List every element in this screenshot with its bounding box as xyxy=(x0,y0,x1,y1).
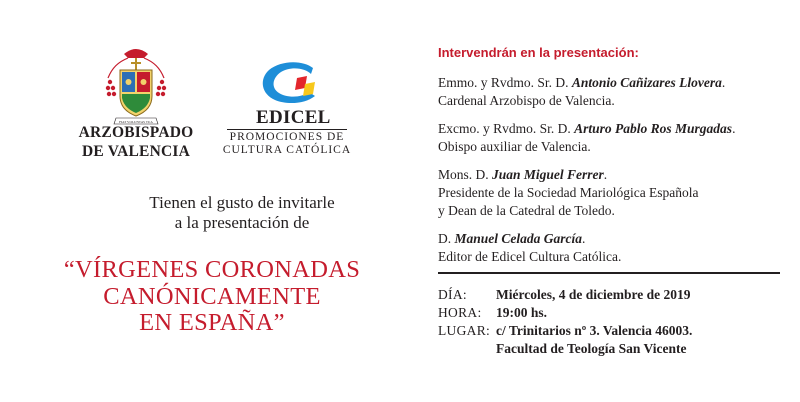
time-label: HORA: xyxy=(438,305,482,320)
edicel-subtitle-line2: CULTURA CATÓLICA xyxy=(222,144,352,156)
section-divider xyxy=(438,272,780,274)
book-title-line2: CANÓNICAMENTE xyxy=(103,282,321,310)
speaker-suffix: . xyxy=(582,231,586,246)
speaker-item xyxy=(438,120,790,156)
speaker-role: Cardenal Arzobispo de Valencia. xyxy=(438,93,615,108)
detail-row-place-2 xyxy=(438,340,790,358)
speakers-section xyxy=(438,44,790,276)
speaker-name: Manuel Celada García xyxy=(454,231,583,246)
invitation-line1: Tienen el gusto de invitarle xyxy=(149,193,335,212)
speakers-heading: Intervendrán en la presentación: xyxy=(438,45,639,60)
speaker-suffix: . xyxy=(721,75,726,90)
place-value-line2: Facultad de Teología San Vicente xyxy=(496,341,687,356)
speaker-name: Juan Miguel Ferrer xyxy=(492,167,604,182)
time-value: 19:00 hs. xyxy=(496,305,548,320)
book-title-line1: “VÍRGENES CORONADAS xyxy=(63,256,361,283)
place-label: LUGAR: xyxy=(438,323,491,338)
speaker-suffix: . xyxy=(732,121,736,136)
speaker-prefix: Emmo. y Rvdmo. Sr. D. xyxy=(438,75,572,90)
speaker-name: Antonio Cañizares Llovera xyxy=(571,75,722,90)
speaker-prefix: D. xyxy=(438,231,455,246)
place-label-spacer xyxy=(438,340,496,358)
speaker-prefix: Mons. D. xyxy=(438,167,493,182)
archdiocese-name-line2: DE VALENCIA xyxy=(81,143,190,160)
speaker-suffix: . xyxy=(603,167,608,182)
book-title-line3: EN ESPAÑA” xyxy=(139,309,285,336)
speaker-item xyxy=(438,74,790,110)
speaker-name: Arturo Pablo Ros Murgadas xyxy=(574,121,733,136)
detail-row-day xyxy=(438,286,790,304)
speaker-role: Presidente de la Sociedad Mariológica Española xyxy=(438,185,699,200)
edicel-name: EDICEL xyxy=(256,107,331,128)
speaker-prefix: Excmo. y Rvdmo. Sr. D. xyxy=(438,121,575,136)
edicel-rule xyxy=(227,129,347,130)
speaker-role-continued: y Dean de la Catedral de Toledo. xyxy=(438,203,615,218)
book-title xyxy=(32,257,392,337)
day-value: Miércoles, 4 de diciembre de 2019 xyxy=(496,287,691,302)
invitation-line2: a la presentación de xyxy=(174,213,310,232)
speaker-role: Obispo auxiliar de Valencia. xyxy=(438,139,591,154)
archdiocese-name-line1: ARZOBISPADO xyxy=(78,124,194,141)
edicel-subtitle xyxy=(216,131,358,157)
detail-row-time xyxy=(438,304,790,322)
edicel-subtitle-line1: PROMOCIONES DE xyxy=(229,131,345,143)
edicel-logo xyxy=(259,60,323,106)
speaker-role: Editor de Edicel Cultura Católica. xyxy=(438,249,622,264)
coat-motto: FIAT VOLUNTAS TUA xyxy=(119,119,153,124)
archdiocese-name xyxy=(66,123,206,161)
detail-row-place xyxy=(438,322,790,340)
place-value: c/ Trinitarios nº 3. Valencia 46003. xyxy=(496,323,693,338)
event-details xyxy=(438,286,790,358)
invitation-text xyxy=(92,193,392,233)
speaker-item xyxy=(438,230,790,266)
archdiocese-coat-of-arms xyxy=(104,44,168,128)
day-label: DÍA: xyxy=(438,287,467,302)
speaker-item xyxy=(438,166,790,220)
